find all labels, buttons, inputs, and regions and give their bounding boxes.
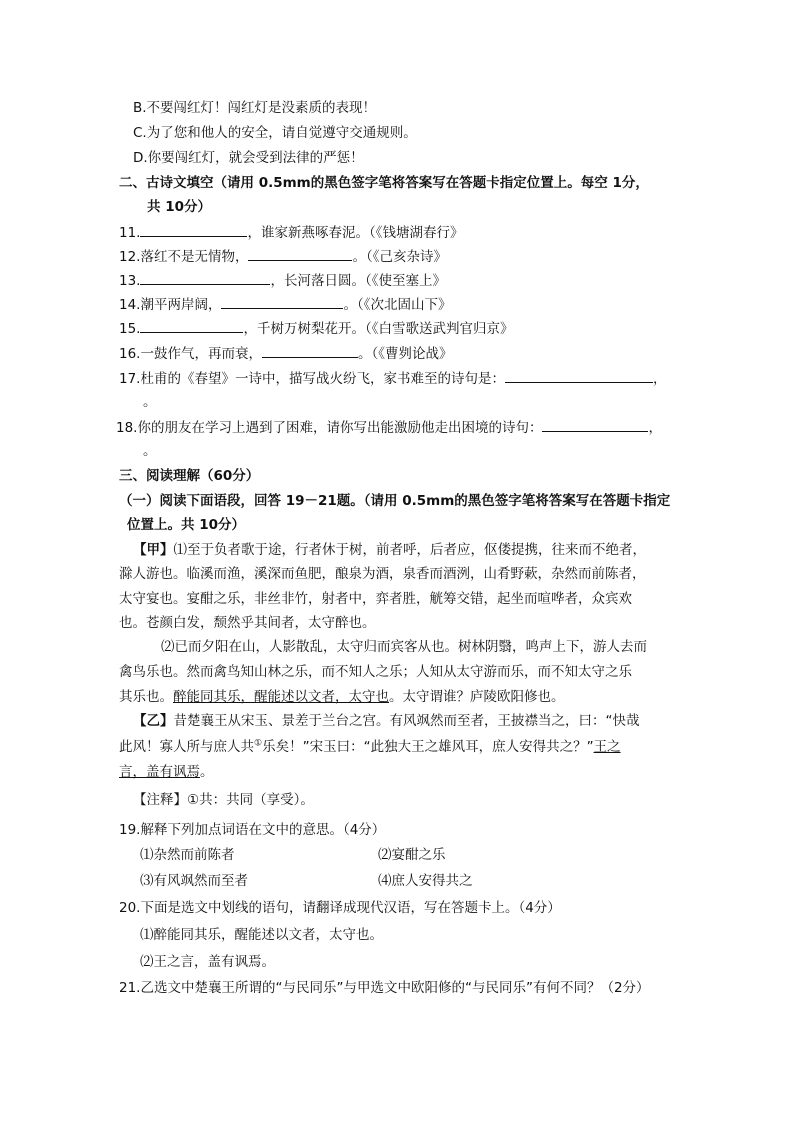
yi-line2: 此风！寡人所与庶人共①乐矣！”宋玉曰：“此独大王之雄风耳，庶人安得共之？”王之 [119,738,621,755]
answer-blank[interactable] [140,222,247,237]
answer-blank[interactable] [248,246,352,261]
jia-p1-line1: 【甲】⑴至于负者歌于途，行者休于树，前者呼，后者应，伛偻提携，往来而不绝者， [133,542,646,558]
underlined-sentence: 醉能同其乐，醒能述以文者，太守也 [173,689,389,705]
yi-line3: 言，盖有讽焉。 [119,764,214,780]
q19: 19.解释下列加点词语在文中的意思。（4分） [119,822,386,838]
answer-blank[interactable] [505,368,653,383]
q16: 16.一鼓作气，再而衰， 。（《曹刿论战》 [119,343,452,364]
q20-item2: ⑵王之言，盖有讽焉。 [140,954,275,970]
section3-title: 三、阅读理解（60分） [119,468,260,484]
answer-blank[interactable] [221,294,343,309]
jia-p1-line3: 太守宴也。宴酣之乐，非丝非竹，射者中，弈者胜，觥筹交错，起坐而喧哗者，众宾欢 [119,591,632,607]
underlined-sentence: 言，盖有讽焉 [119,764,200,780]
q17-period: 。 [143,394,157,410]
answer-blank[interactable] [140,270,270,285]
jia-p2-line3: 其乐也。醉能同其乐，醒能述以文者，太守也。太守谓谁？庐陵欧阳修也。 [119,689,565,705]
subsection1-title-cont: 位置上。共 10分） [127,517,245,533]
annotation-note: 【注释】①共：共同（享受）。 [133,792,314,808]
answer-blank[interactable] [262,343,358,358]
q12: 12.落红不是无情物， 。（《己亥杂诗》 [119,246,447,267]
jia-p1-line2: 滁人游也。临溪而渔，溪深而鱼肥，酿泉为酒，泉香而酒洌，山肴野蔌，杂然而前陈者， [119,566,646,582]
option-d: D.你要闯红灯，就会受到法律的严惩！ [133,150,364,166]
q21: 21.乙选文中楚襄王所谓的“与民同乐”与甲选文中欧阳修的“与民同乐”有何不同？（2分） [119,980,650,996]
underlined-sentence: 王之 [593,739,621,755]
q15: 15. ，千树万树梨花开。（《白雪歌送武判官归京》 [119,318,513,339]
jia-p2-line2: 禽鸟乐也。然而禽鸟知山林之乐，而不知人之乐；人知从太守游而乐，而不知太守之乐 [119,664,632,680]
q17: 17.杜甫的《春望》一诗中，描写战火纷飞，家书难至的诗句是： ， [119,368,666,389]
q19-item4: ⑷庶人安得共之 [378,873,473,889]
yi-line1: 【乙】昔楚襄王从宋玉、景差于兰台之宫。有风飒然而至者，王披襟当之，曰：“快哉 [133,713,640,729]
q19-item1: ⑴杂然而前陈者 [140,847,235,863]
q20-item1: ⑴醉能同其乐，醒能述以文者，太守也。 [140,927,383,943]
q14: 14.潮平两岸阔， 。（《次北固山下》 [119,294,451,315]
q18: 18.你的朋友在学习上遇到了困难，请你写出能激励他走出困境的诗句： ， [116,417,662,438]
answer-blank[interactable] [140,318,243,333]
q13: 13. ，长河落日圆。（《使至塞上》 [119,270,446,291]
jia-p2-line1: ⑵已而夕阳在山，人影散乱，太守归而宾客从也。树林阴翳，鸣声上下，游人去而 [161,639,647,655]
q19-item2: ⑵宴酣之乐 [378,847,446,863]
option-b: B.不要闯红灯！闯红灯是没素质的表现！ [133,100,377,116]
option-c: C.为了您和他人的安全，请自觉遵守交通规则。 [133,125,417,141]
subsection1-title: （一）阅读下面语段，回答 19－21题。（请用 0.5mm的黑色签字笔将答案写在答题卡指定 [119,493,671,509]
q11: 11. ，谁家新燕啄春泥。（《钱塘湖春行》 [119,222,463,243]
answer-blank[interactable] [542,417,648,432]
q18-period: 。 [143,443,157,459]
section2-title: 二、古诗文填空（请用 0.5mm的黑色签字笔将答案写在答题卡指定位置上。每空 1分， [119,175,649,191]
jia-p1-line4: 也。苍颜白发，颓然乎其间者，太守醉也。 [119,615,376,631]
section2-title-cont: 共 10分） [147,199,211,215]
q19-item3: ⑶有风飒然而至者 [140,873,248,889]
q20: 20.下面是选文中划线的语句，请翻译成现代汉语，写在答题卡上。（4分） [119,900,561,916]
